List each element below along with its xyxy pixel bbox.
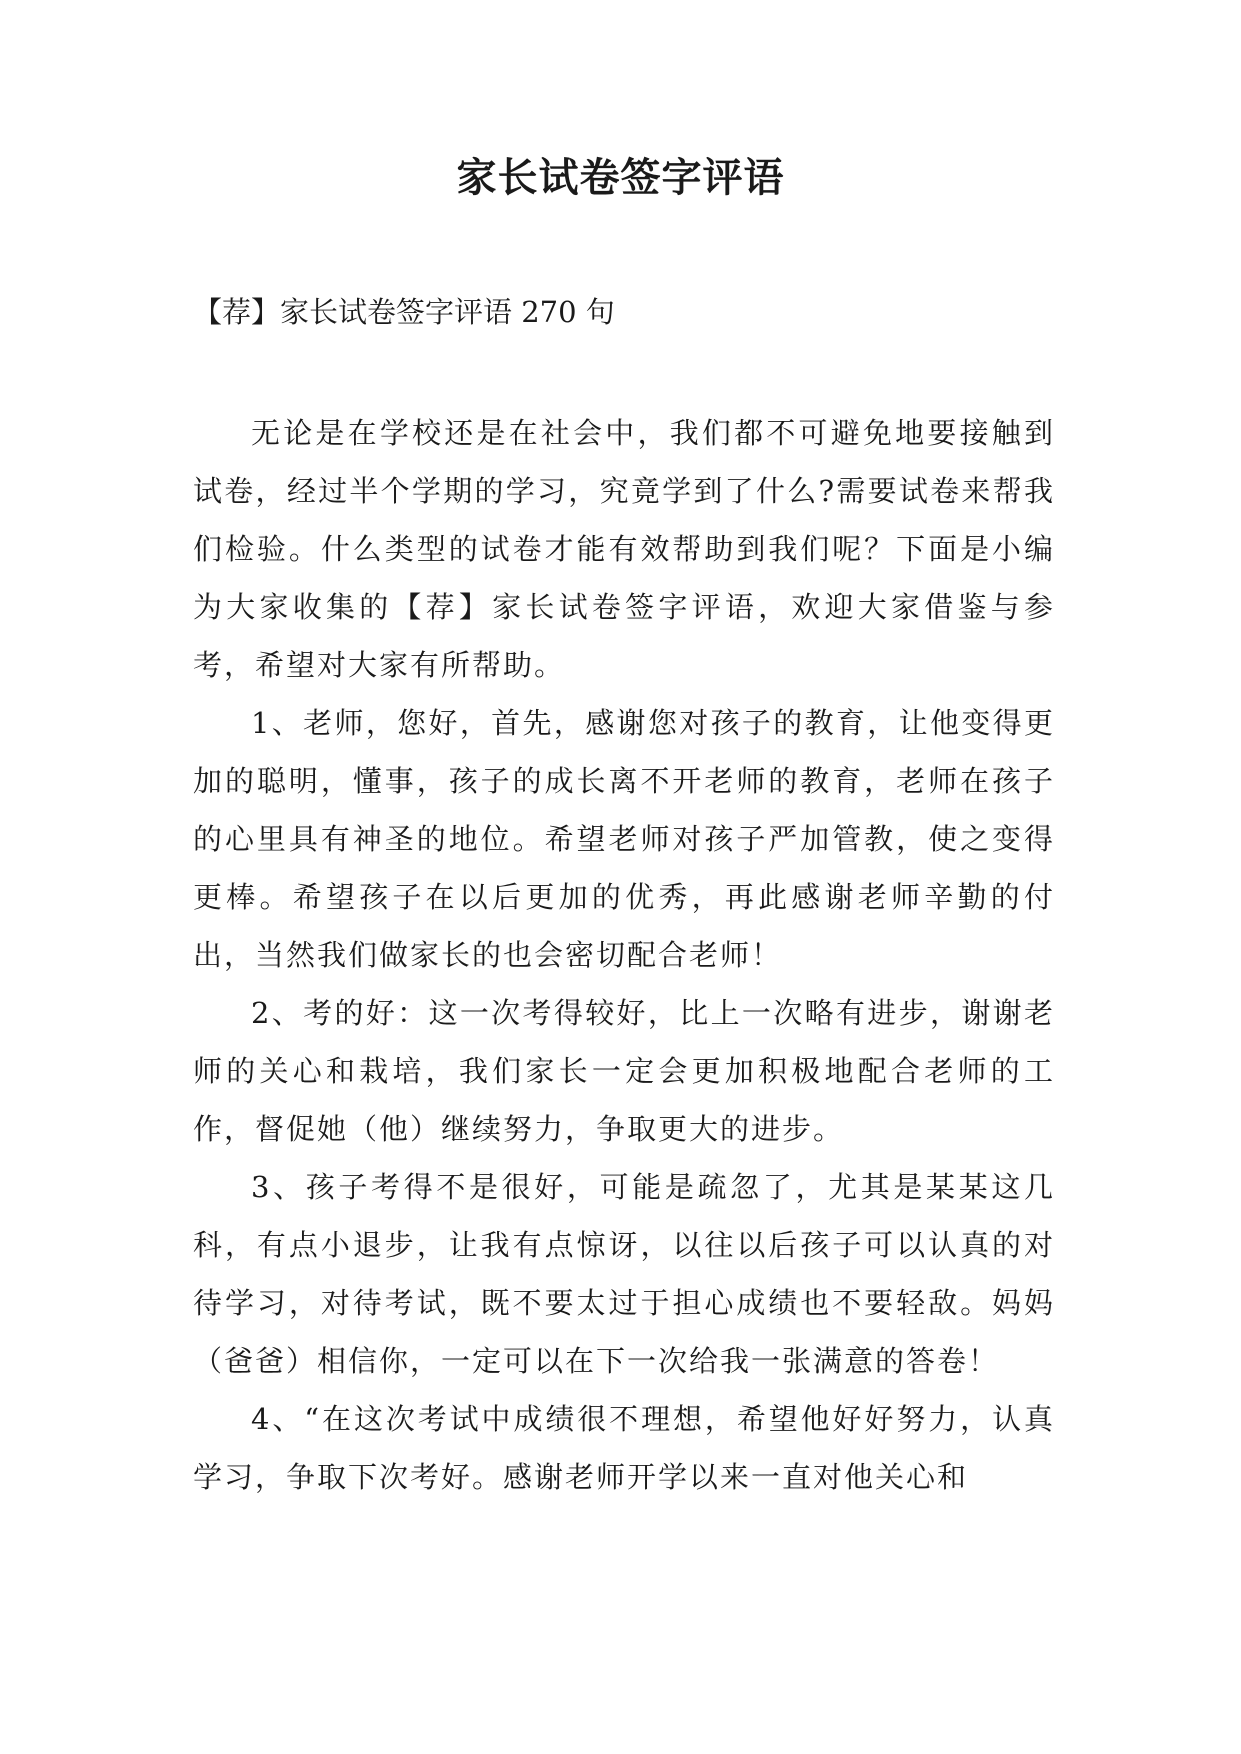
- document-body: [193, 404, 1055, 1506]
- intro-paragraph: 无论是在学校还是在社会中，我们都不可避免地要接触到试卷，经过半个学期的学习，究竟学到了什么?需要试卷来帮我们检验。什么类型的试卷才能有效帮助到我们呢？下面是小编为大家收集的【荐】家长试卷签字评语，欢迎大家借鉴与参考，希望对大家有所帮助。: [193, 416, 1055, 682]
- comment-paragraph-3: 3、孩子考得不是很好，可能是疏忽了，尤其是某某这几科，有点小退步，让我有点惊讶，以往以后孩子可以认真的对待学习，对待考试，既不要太过于担心成绩也不要轻敌。妈妈（爸爸）相信你，一定可以在下一次给我一张满意的答卷！: [193, 1170, 1055, 1378]
- comment-paragraph-2: 2、考的好：这一次考得较好，比上一次略有进步，谢谢老师的关心和栽培，我们家长一定会更加积极地配合老师的工作，督促她（他）继续努力，争取更大的进步。: [193, 996, 1055, 1146]
- document-title: 家长试卷签字评语: [456, 155, 785, 201]
- document-subtitle: 【荐】家长试卷签字评语 270 句: [193, 295, 615, 329]
- comment-paragraph-4: 4、“在这次考试中成绩很不理想，希望他好好努力，认真学习，争取下次考好。感谢老师开学以来一直对他关心和: [193, 1402, 1055, 1494]
- comment-paragraph-1: 1、老师，您好，首先，感谢您对孩子的教育，让他变得更加的聪明，懂事，孩子的成长离不开老师的教育，老师在孩子的心里具有神圣的地位。希望老师对孩子严加管教，使之变得更棒。希望孩子在以后更加的优秀，再此感谢老师辛勤的付出，当然我们做家长的也会密切配合老师！: [193, 706, 1055, 972]
